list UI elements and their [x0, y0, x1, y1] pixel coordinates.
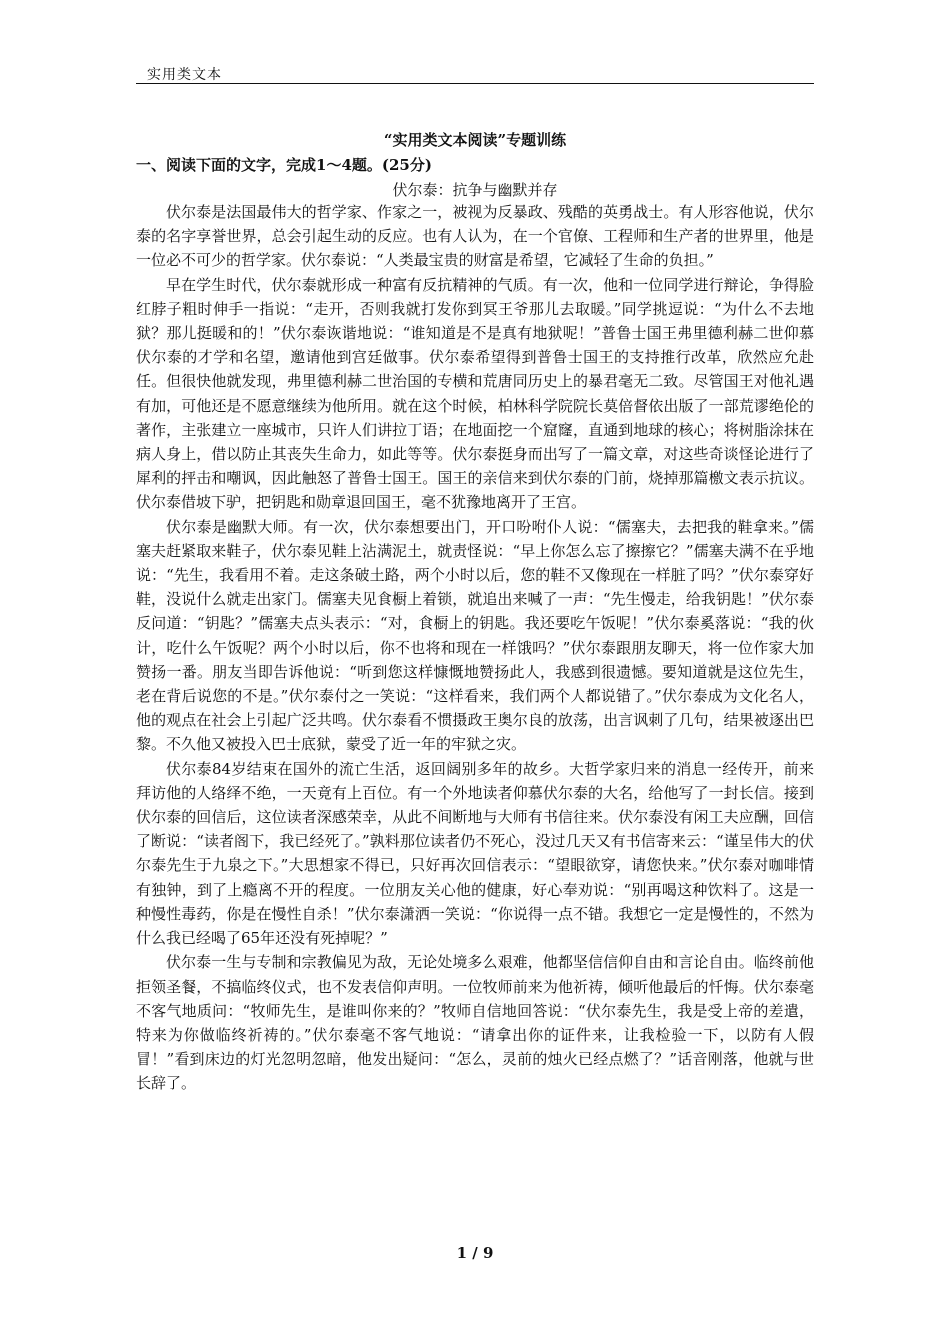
paragraph-1: 伏尔泰是法国最伟大的哲学家、作家之一，被视为反暴政、残酷的英勇战士。有人形容他说，伏尔泰的名字享誉世界，总会引起生动的反应。也有人认为，在一个官僚、工程师和生产者的世界里，他是一位必不可少的哲学家。伏尔泰说：“人类最宝贵的财富是希望，它减轻了生命的负担。”	[136, 203, 814, 270]
page-number: 1 / 9	[456, 1244, 494, 1262]
document-title: “实用类文本阅读”专题训练	[383, 131, 567, 149]
paragraph-4: 伏尔泰84岁结束在国外的流亡生活，返回阔别多年的故乡。大哲学家归来的消息一经传开，前来拜访他的人络绎不绝，一天竟有上百位。有一个外地读者仰慕伏尔泰的大名，给他写了一封长信。接到伏尔泰的回信后，这位读者深感荣幸，从此不间断地与大师有书信往来。伏尔泰没有闲工夫应酬，回信了断说：“读者阁下，我已经死了。”孰料那位读者仍不死心，没过几天又有书信寄来云：“谨呈伟大的伏尔泰先生于九泉之下。”大思想家不得已，只好再次回信表示：“望眼欲穿，请您快来。”伏尔泰对咖啡情有独钟，到了上瘾离不开的程度。一位朋友关心他的健康，好心奉劝说：“别再喝这种饮料了。这是一种慢性毒药，你是在慢性自杀！”伏尔泰潇洒一笑说：“你说得一点不错。我想它一定是慢性的，不然为什么我已经喝了65年还没有死掉呢？”	[136, 759, 814, 948]
section-heading: 一、阅读下面的文字，完成1～4题。(25分)	[136, 156, 432, 174]
header-divider	[136, 83, 814, 84]
paragraph-2: 早在学生时代，伏尔泰就形成一种富有反抗精神的气质。有一次，他和一位同学进行辩论，争得脸红脖子粗时伸手一指说：“走开，否则我就打发你到冥王爷那儿去取暖。”同学挑逗说：“为什么不去地狱？那儿挺暖和的！”伏尔泰诙谐地说：“谁知道是不是真有地狱呢！”普鲁士国王弗里德利赫二世仰慕伏尔泰的才学和名望，邀请他到宫廷做事。伏尔泰希望得到普鲁士国王的支持推行改革，欣然应允赴任。但很快他就发现，弗里德利赫二世治国的专横和荒唐同历史上的暴君毫无二致。尽管国王对他礼遇有加，可他还是不愿意继续为他所用。就在这个时候，柏林科学院院长莫倍督依出版了一部荒谬绝伦的著作，主张建立一座城市，只许人们讲拉丁语；在地面挖一个窟窿，直通到地球的核心；将树脂涂抹在病人身上，借以防止其丧失生命力，如此等等。伏尔泰挺身而出写了一篇文章，对这些奇谈怪论进行了犀利的抨击和嘲讽，因此触怒了普鲁士国王。国王的亲信来到伏尔泰的门前，烧掉那篇檄文表示抗议。伏尔泰借坡下驴，把钥匙和勋章退回国王，毫不犹豫地离开了王宫。	[136, 275, 814, 512]
article-body	[136, 200, 814, 1096]
paragraph-5: 伏尔泰一生与专制和宗教偏见为敌，无论处境多么艰难，他都坚信信仰自由和言论自由。临终前他拒领圣餐，不搞临终仪式，也不发表信仰声明。一位牧师前来为他祈祷，倾听他最后的忏悔。伏尔泰毫不客气地质问：“牧师先生，是谁叫你来的？”牧师自信地回答说：“伏尔泰先生，我是受上帝的差遣，特来为你做临终祈祷的。”伏尔泰毫不客气地说：“请拿出你的证件来，让我检验一下，以防有人假冒！”看到床边的灯光忽明忽暗，他发出疑问：“怎么，灵前的烛火已经点燃了？”话音刚落，他就与世长辞了。	[136, 953, 814, 1093]
paragraph-3: 伏尔泰是幽默大师。有一次，伏尔泰想要出门，开口吩咐仆人说：“儒塞夫，去把我的鞋拿来。”儒塞夫赶紧取来鞋子，伏尔泰见鞋上沾满泥土，就责怪说：“早上你怎么忘了擦擦它？”儒塞夫满不在乎地说：“先生，我看用不着。走这条破土路，两个小时以后，您的鞋不又像现在一样脏了吗？”伏尔泰穿好鞋，没说什么就走出家门。儒塞夫见食橱上着锁，就追出来喊了一声：“先生慢走，给我钥匙！”伏尔泰反问道：“钥匙？”儒塞夫点头表示：“对，食橱上的钥匙。我还要吃午饭呢！”伏尔泰奚落说：“我的伙计，吃什么午饭呢？两个小时以后，你不也将和现在一样饿吗？”伏尔泰跟朋友聊天，将一位作家大加赞扬一番。朋友当即告诉他说：“听到您这样慷慨地赞扬此人，我感到很遗憾。要知道就是这位先生，老在背后说您的不是。”伏尔泰付之一笑说：“这样看来，我们两个人都说错了。”伏尔泰成为文化名人，他的观点在社会上引起广泛共鸣。伏尔泰看不惯摄政王奥尔良的放荡，出言讽刺了几句，结果被逐出巴黎。不久他又被投入巴士底狱，蒙受了近一年的牢狱之灾。	[136, 517, 814, 754]
article-title: 伏尔泰：抗争与幽默并存	[392, 181, 558, 199]
running-header: 实用类文本	[147, 67, 222, 83]
